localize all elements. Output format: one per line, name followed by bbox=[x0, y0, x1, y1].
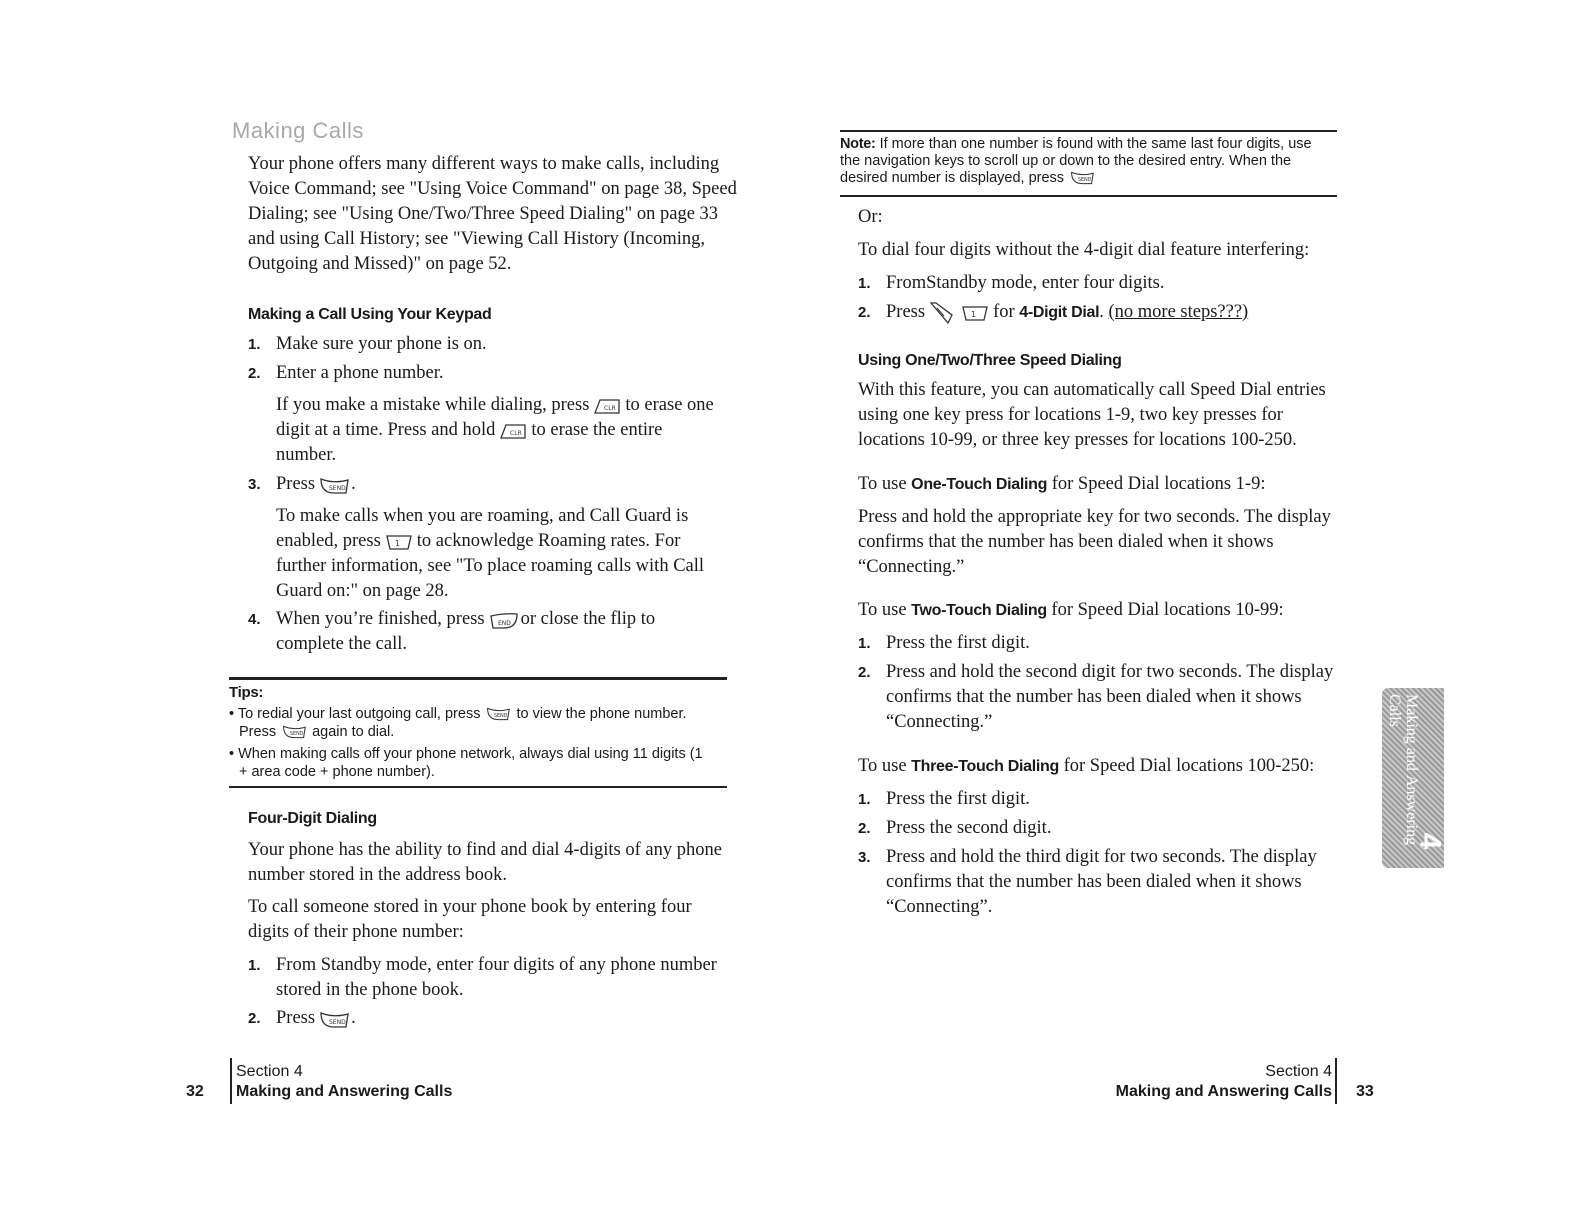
two-touch-heading: To use Two-Touch Dialing for Speed Dial locations 10-99: bbox=[858, 600, 1284, 620]
section-side-tab bbox=[1382, 688, 1447, 868]
page-number-right: 33 bbox=[1356, 1083, 1374, 1100]
one-key-icon bbox=[960, 304, 990, 322]
send-key-icon bbox=[318, 1010, 348, 1028]
four-digit-step-2: 2. Press SEND . bbox=[248, 1008, 356, 1028]
intro-paragraph bbox=[248, 152, 737, 277]
three-touch-step-1: 1. Press the first digit. bbox=[858, 789, 1030, 809]
three-touch-heading: To use Three-Touch Dialing for Speed Dial locations 100-250: bbox=[858, 756, 1315, 776]
keypad-step-3: 3. Press SEND . bbox=[248, 472, 356, 497]
svg-text:SEND: SEND bbox=[1078, 178, 1092, 184]
tips-title: Tips: bbox=[229, 684, 264, 701]
tips-box bbox=[229, 677, 727, 788]
four-digit-title: Four-Digit Dialing bbox=[248, 810, 377, 827]
svg-text:1: 1 bbox=[394, 538, 400, 548]
side-tab-label: Making and Answering Calls bbox=[1386, 694, 1420, 846]
step-text: Enter a phone number. bbox=[276, 363, 444, 383]
intro-line: Voice Command; see "Using Voice Command" on page 38, Speed bbox=[248, 179, 737, 199]
three-touch-step-3-continued: confirms that the number has been dialed when it shows “Connecting”. bbox=[886, 872, 1302, 917]
keypad-step-2 bbox=[248, 361, 443, 386]
svg-text:SEND: SEND bbox=[494, 714, 508, 720]
footer-rule-right bbox=[1335, 1058, 1337, 1104]
four-digit-step-1: 1. From Standby mode, enter four digits of any phone number bbox=[248, 955, 717, 975]
page-number-left: 32 bbox=[186, 1083, 204, 1100]
dial-four-step-2: 2. Press 1 for 4-Digit Dial. (no more steps???) bbox=[858, 300, 1248, 325]
send-key-icon bbox=[483, 706, 513, 722]
note-text: If more than one number is found with the same last four digits, use bbox=[879, 136, 1312, 152]
keypad-step-2-note: If you make a mistake while dialing, press CLR to erase one digit at a time. Press and hold CLR to erase the entire number. bbox=[276, 395, 714, 465]
four-digit-step-1-continued: stored in the phone book. bbox=[276, 980, 464, 1000]
svg-text:SEND: SEND bbox=[329, 484, 346, 492]
three-touch-step-3: 3. Press and hold the third digit for two seconds. The display bbox=[858, 847, 1317, 867]
two-touch-step-1: 1. Press the first digit. bbox=[858, 633, 1030, 653]
note-text: the navigation keys to scroll up or down to the desired entry. When the bbox=[840, 153, 1292, 169]
intro-line: Dialing; see "Using One/Two/Three Speed Dialing" on page 33 bbox=[248, 204, 719, 224]
note-box bbox=[840, 130, 1337, 197]
svg-text:1: 1 bbox=[971, 309, 977, 319]
svg-text:SEND: SEND bbox=[329, 1018, 346, 1026]
send-key-icon bbox=[279, 724, 309, 740]
three-touch-step-2: 2. Press the second digit. bbox=[858, 818, 1052, 838]
dial-four-step-1: 1. FromStandby mode, enter four digits. bbox=[858, 273, 1165, 293]
footer-section-left: Section 4 bbox=[236, 1063, 303, 1080]
or-label: Or: bbox=[858, 207, 883, 227]
side-tab-number: 4 bbox=[1413, 832, 1447, 850]
footer-section-right: Section 4 bbox=[1265, 1063, 1332, 1080]
dial-four-intro: To dial four digits without the 4-digit dial feature interfering: bbox=[858, 240, 1310, 260]
clr-key-icon bbox=[498, 422, 528, 440]
keypad-step-1 bbox=[248, 332, 487, 357]
step-text: Make sure your phone is on. bbox=[276, 334, 487, 354]
step-number: 1. bbox=[248, 336, 261, 353]
four-digit-paragraph-1: Your phone has the ability to find and dial 4-digits of any phone number stored in the address book. bbox=[248, 840, 722, 885]
intro-line: Your phone offers many different ways to make calls, including bbox=[248, 154, 720, 174]
one-touch-heading: To use One-Touch Dialing for Speed Dial locations 1-9: bbox=[858, 474, 1266, 494]
end-key-icon bbox=[488, 611, 518, 629]
footer-rule-left bbox=[230, 1058, 232, 1104]
step-number: 3. bbox=[248, 476, 261, 493]
step-number: 2. bbox=[248, 365, 261, 382]
svg-text:CLR: CLR bbox=[510, 429, 523, 437]
footer-title-left: Making and Answering Calls bbox=[236, 1083, 453, 1100]
note-text: desired number is displayed, press bbox=[840, 170, 1065, 186]
menu-softkey-icon bbox=[928, 301, 954, 325]
keypad-section-title: Making a Call Using Your Keypad bbox=[248, 306, 492, 323]
two-touch-step-2: 2. Press and hold the second digit for two seconds. The display bbox=[858, 662, 1334, 682]
tip-1: • To redial your last outgoing call, press SEND to view the phone number. Press SEND again to dial. bbox=[229, 706, 687, 740]
step-number: 4. bbox=[248, 611, 261, 628]
clr-key-icon bbox=[592, 397, 622, 415]
note-label: Note: bbox=[840, 136, 876, 152]
four-digit-paragraph-2: To call someone stored in your phone book by entering four digits of their phone number: bbox=[248, 897, 692, 942]
page-heading: Making Calls bbox=[232, 118, 364, 143]
send-key-icon bbox=[1067, 170, 1097, 186]
intro-line: Outgoing and Missed)" on page 52. bbox=[248, 254, 512, 274]
keypad-step-4-continued: complete the call. bbox=[276, 634, 407, 654]
speed-dial-intro: With this feature, you can automatically call Speed Dial entries using one key press for locations 1-9, two key presses for locations 10-99, or three key presses for locations 100-250. bbox=[858, 380, 1326, 450]
footer-title-right: Making and Answering Calls bbox=[1115, 1083, 1332, 1100]
send-key-icon bbox=[318, 476, 348, 494]
one-key-icon bbox=[384, 533, 414, 551]
svg-text:CLR: CLR bbox=[604, 404, 617, 412]
tip-2: • When making calls off your phone network, always dial using 11 digits (1 + area code + phone number). bbox=[229, 746, 703, 780]
svg-text:END: END bbox=[497, 619, 511, 627]
keypad-step-3-note: To make calls when you are roaming, and Call Guard is enabled, press 1 to acknowledge Roaming rates. For further information, see "To place roaming calls with Call Guard on:" on page 28. bbox=[276, 506, 705, 601]
keypad-step-4: 4. When you’re finished, press END or close the flip to bbox=[248, 607, 655, 632]
speed-dial-title: Using One/Two/Three Speed Dialing bbox=[858, 352, 1122, 369]
one-touch-paragraph: Press and hold the appropriate key for two seconds. The display confirms that the number has been dialed when it shows “Connecting.” bbox=[858, 507, 1331, 577]
svg-text:SEND: SEND bbox=[290, 732, 304, 738]
intro-line: and using Call History; see "Viewing Call History (Incoming, bbox=[248, 229, 706, 249]
two-touch-step-2-continued: confirms that the number has been dialed when it shows “Connecting.” bbox=[886, 687, 1302, 732]
no-more-steps-link[interactable]: (no more steps???) bbox=[1108, 302, 1249, 322]
